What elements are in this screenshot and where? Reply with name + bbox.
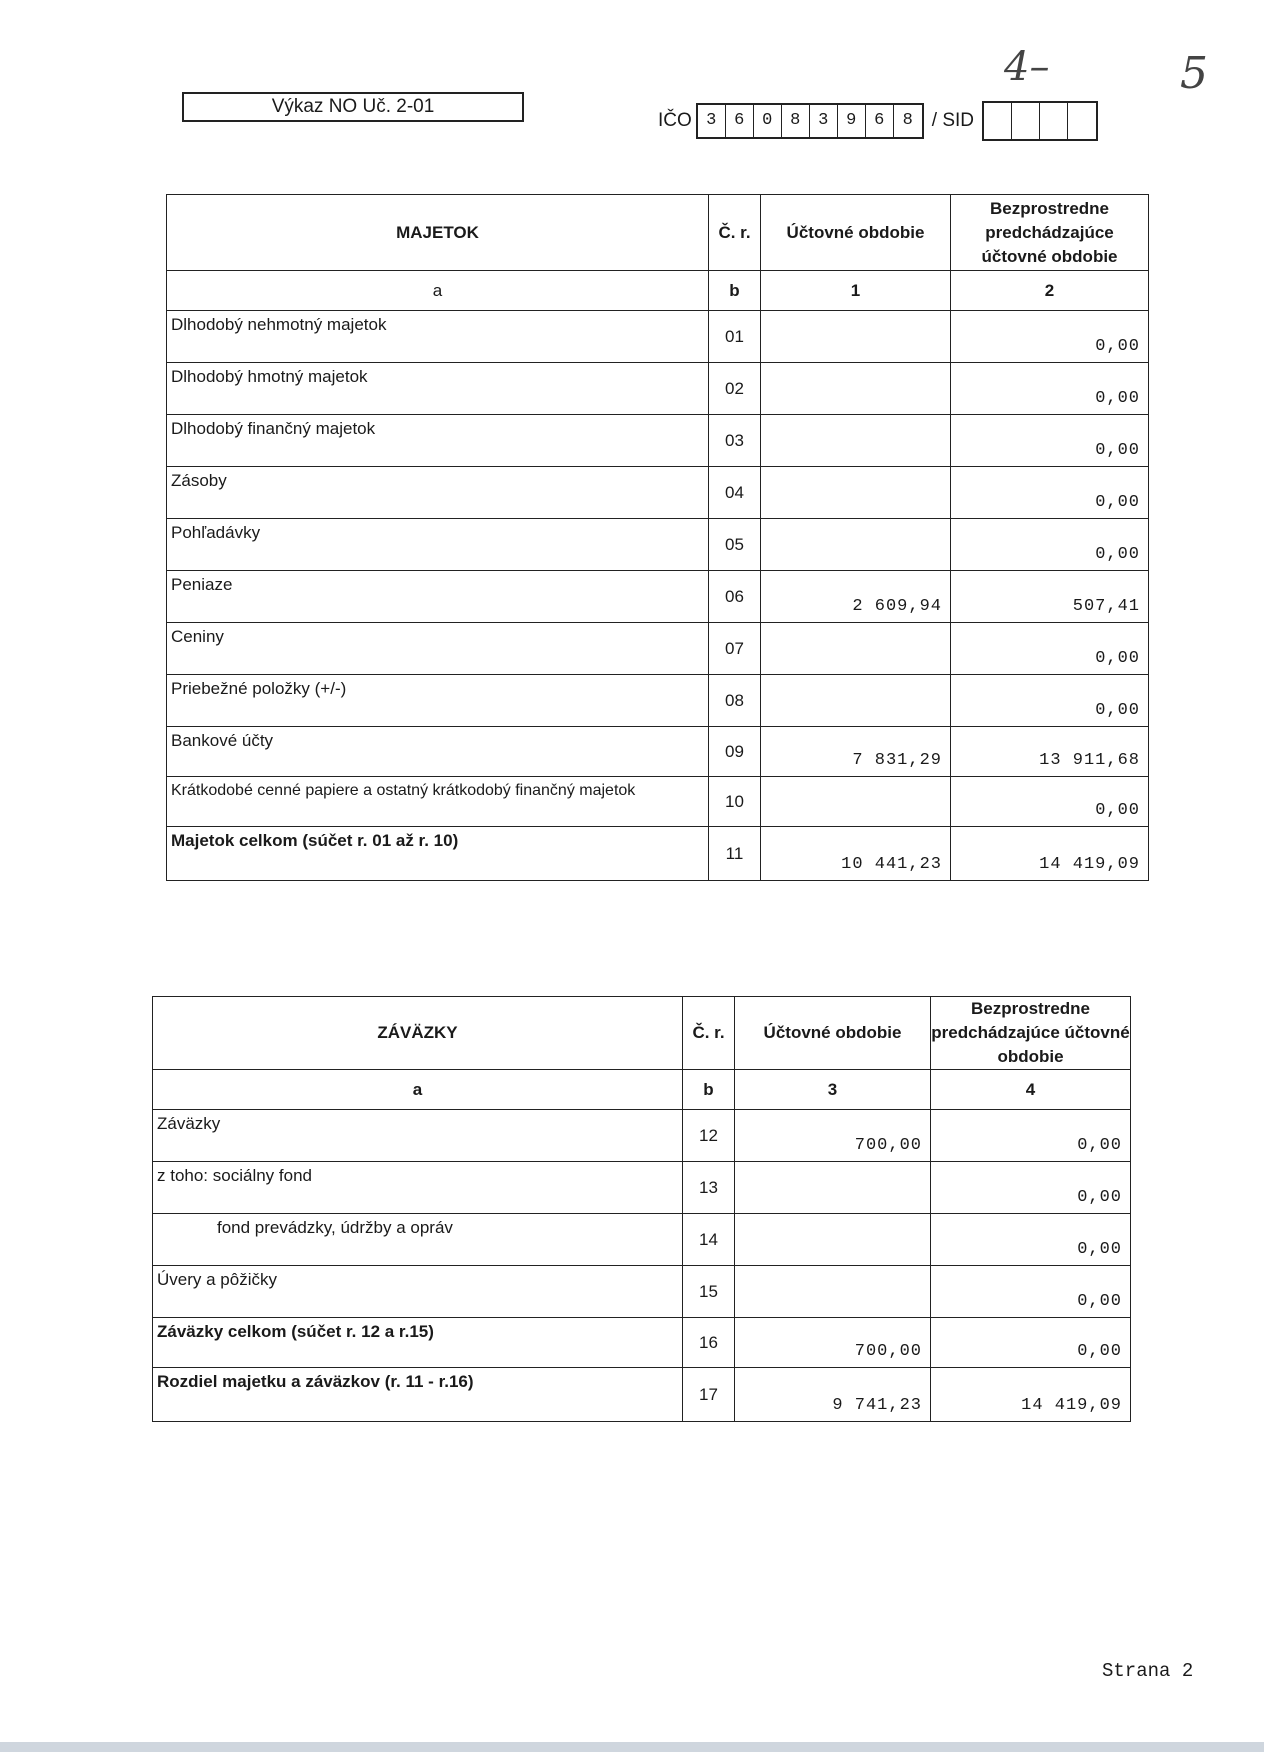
col-previous-header: Bezprostredne predchádzajúce účtovné obdobie (931, 997, 1131, 1070)
col-b-label: b (709, 271, 761, 311)
previous-period-value: 0,00 (931, 1318, 1131, 1368)
current-period-value (761, 777, 951, 827)
current-period-value (761, 623, 951, 675)
row-label: Peniaze (167, 571, 709, 623)
table-row (167, 571, 1149, 623)
row-number: 14 (683, 1214, 735, 1266)
table-row (167, 727, 1149, 777)
row-number: 17 (683, 1368, 735, 1422)
row-number: 07 (709, 623, 761, 675)
previous-period-value: 0,00 (951, 467, 1149, 519)
page-number: Strana 2 (1102, 1660, 1194, 1682)
table-row (167, 623, 1149, 675)
previous-period-value: 0,00 (931, 1266, 1131, 1318)
row-number: 09 (709, 727, 761, 777)
row-number: 08 (709, 675, 761, 727)
table-row-difference (153, 1368, 1131, 1422)
current-period-value (761, 363, 951, 415)
row-label: Dlhodobý finančný majetok (167, 415, 709, 467)
current-period-value: 9 741,23 (735, 1368, 931, 1422)
assets-table (166, 194, 1149, 881)
row-label: Úvery a pôžičky (153, 1266, 683, 1318)
ico-field (658, 102, 1098, 140)
row-number: 01 (709, 311, 761, 363)
col-a-label: a (153, 1070, 683, 1110)
table-row (153, 1110, 1131, 1162)
form-title: Výkaz NO Uč. 2-01 (182, 92, 524, 122)
table-row (153, 1266, 1131, 1318)
current-period-value (761, 467, 951, 519)
row-number: 04 (709, 467, 761, 519)
sid-digit (1040, 103, 1068, 139)
previous-period-value: 0,00 (951, 623, 1149, 675)
current-period-value (735, 1162, 931, 1214)
previous-period-value: 0,00 (951, 675, 1149, 727)
table-row-total (153, 1318, 1131, 1368)
ico-label: IČO (658, 110, 692, 131)
row-label: z toho: sociálny fond (153, 1162, 683, 1214)
current-period-value: 7 831,29 (761, 727, 951, 777)
assets-title: MAJETOK (167, 195, 709, 271)
row-label: Ceniny (167, 623, 709, 675)
row-number: 06 (709, 571, 761, 623)
row-number: 16 (683, 1318, 735, 1368)
col-2-label: 2 (951, 271, 1149, 311)
current-period-value: 2 609,94 (761, 571, 951, 623)
ico-digit: 8 (902, 111, 913, 130)
handwritten-mark-right: 5 (1180, 48, 1208, 99)
row-label: Krátkodobé cenné papiere a ostatný krátkodobý finančný majetok (167, 777, 709, 827)
ico-digit: 0 (754, 105, 782, 137)
table-row (167, 675, 1149, 727)
row-number: 13 (683, 1162, 735, 1214)
row-label: Pohľadávky (167, 519, 709, 571)
col-1-label: 1 (761, 271, 951, 311)
sid-label: / SID (931, 110, 975, 131)
liabilities-title: ZÁVÄZKY (153, 997, 683, 1070)
row-number: 12 (683, 1110, 735, 1162)
ico-digits (696, 103, 924, 139)
row-label: Majetok celkom (súčet r. 01 až r. 10) (167, 827, 709, 881)
current-period-value (735, 1214, 931, 1266)
previous-period-value: 0,00 (951, 311, 1149, 363)
table-row (167, 777, 1149, 827)
row-label: Bankové účty (167, 727, 709, 777)
ico-digit: 9 (838, 105, 866, 137)
table-row-total (167, 827, 1149, 881)
row-label: Dlhodobý nehmotný majetok (167, 311, 709, 363)
ico-digit: 6 (866, 105, 894, 137)
previous-period-value: 0,00 (951, 777, 1149, 827)
row-number: 10 (709, 777, 761, 827)
handwritten-mark-left: 4– (1004, 44, 1050, 90)
ico-digit: 6 (726, 105, 754, 137)
row-label: fond prevádzky, údržby a opráv (153, 1214, 683, 1266)
ico-digit: 3 (810, 105, 838, 137)
row-label: Záväzky (153, 1110, 683, 1162)
col-a-label: a (167, 271, 709, 311)
row-label: Priebežné položky (+/-) (167, 675, 709, 727)
col-b-label: b (683, 1070, 735, 1110)
previous-period-value: 507,41 (951, 571, 1149, 623)
ico-digit: 3 (698, 105, 726, 137)
current-period-value (761, 675, 951, 727)
col-current-header: Účtovné obdobie (735, 997, 931, 1070)
liabilities-table (152, 996, 1131, 1422)
row-label: Zásoby (167, 467, 709, 519)
col-row-no-header: Č. r. (683, 997, 735, 1070)
row-label: Dlhodobý hmotný majetok (167, 363, 709, 415)
ico-digit: 8 (782, 105, 810, 137)
previous-period-value: 0,00 (951, 519, 1149, 571)
sid-digit (1012, 103, 1040, 139)
col-3-label: 3 (735, 1070, 931, 1110)
scan-edge (0, 1742, 1264, 1752)
table-row (153, 1214, 1131, 1266)
row-number: 15 (683, 1266, 735, 1318)
previous-period-value: 0,00 (931, 1162, 1131, 1214)
current-period-value: 700,00 (735, 1318, 931, 1368)
table-row (167, 467, 1149, 519)
col-4-label: 4 (931, 1070, 1131, 1110)
sid-digit (984, 103, 1012, 139)
table-row (167, 415, 1149, 467)
current-period-value (761, 519, 951, 571)
row-number: 11 (709, 827, 761, 881)
table-row (153, 1162, 1131, 1214)
current-period-value: 10 441,23 (761, 827, 951, 881)
row-label: Záväzky celkom (súčet r. 12 a r.15) (153, 1318, 683, 1368)
current-period-value (761, 311, 951, 363)
row-number: 03 (709, 415, 761, 467)
previous-period-value: 0,00 (951, 415, 1149, 467)
previous-period-value: 14 419,09 (951, 827, 1149, 881)
sid-digits (982, 101, 1098, 141)
previous-period-value: 0,00 (951, 363, 1149, 415)
previous-period-value: 0,00 (931, 1214, 1131, 1266)
previous-period-value: 0,00 (931, 1110, 1131, 1162)
col-row-no-header: Č. r. (709, 195, 761, 271)
table-row (167, 519, 1149, 571)
row-number: 02 (709, 363, 761, 415)
table-row (167, 311, 1149, 363)
col-previous-header: Bezprostredne predchádzajúce účtovné obdobie (951, 195, 1149, 271)
row-label: Rozdiel majetku a záväzkov (r. 11 - r.16) (153, 1368, 683, 1422)
previous-period-value: 14 419,09 (931, 1368, 1131, 1422)
current-period-value (735, 1266, 931, 1318)
sid-digit (1068, 103, 1096, 139)
current-period-value: 700,00 (735, 1110, 931, 1162)
col-current-header: Účtovné obdobie (761, 195, 951, 271)
current-period-value (761, 415, 951, 467)
table-row (167, 363, 1149, 415)
row-number: 05 (709, 519, 761, 571)
previous-period-value: 13 911,68 (951, 727, 1149, 777)
